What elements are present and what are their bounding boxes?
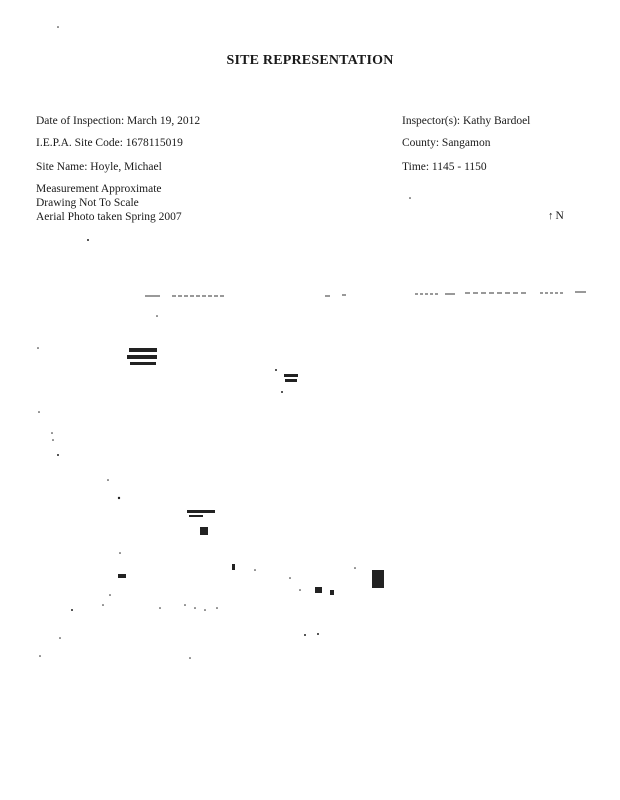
drawing-blob <box>330 590 334 595</box>
county: County: Sangamon <box>402 137 491 149</box>
site-code: I.E.P.A. Site Code: 1678115019 <box>36 137 183 149</box>
site-name: Site Name: Hoyle, Michael <box>36 161 162 173</box>
drawing-blob <box>118 574 126 578</box>
inspection-time: Time: 1145 - 1150 <box>402 161 487 173</box>
drawing-speck <box>51 432 53 434</box>
drawing-speck <box>409 197 411 199</box>
inspection-date: Date of Inspection: March 19, 2012 <box>36 115 201 127</box>
drawing-speck <box>38 411 40 413</box>
drawing-speck <box>354 567 356 569</box>
drawing-speck <box>216 607 218 609</box>
drawing-speck <box>304 634 306 636</box>
drawing-speck <box>204 609 206 611</box>
drawing-speck <box>87 239 89 241</box>
north-label: N <box>555 210 564 222</box>
drawing-blob <box>127 355 157 359</box>
drawing-blob <box>285 379 297 382</box>
drawing-speck <box>107 479 109 481</box>
drawing-speck <box>189 657 191 659</box>
drawing-blob <box>129 348 157 352</box>
drawing-speck <box>37 347 39 349</box>
drawing-blob <box>284 374 298 377</box>
drawing-speck <box>289 577 291 579</box>
drawing-speck <box>281 391 283 393</box>
note-aerial-photo: Aerial Photo taken Spring 2007 <box>36 211 182 223</box>
drawing-blob <box>187 510 215 513</box>
page-title: SITE REPRESENTATION <box>226 53 394 68</box>
drawing-blob <box>200 527 208 535</box>
drawing-speck <box>184 604 186 606</box>
drawing-blob <box>130 362 156 365</box>
inspectors: Inspector(s): Kathy Bardoel <box>402 115 531 127</box>
drawing-speck <box>57 454 59 456</box>
north-arrow-icon: ↑ <box>548 210 554 222</box>
drawing-speck <box>57 26 59 28</box>
drawing-speck <box>52 439 54 441</box>
drawing-speck <box>118 497 120 499</box>
drawing-speck <box>254 569 256 571</box>
drawing-speck <box>102 604 104 606</box>
drawing-speck <box>119 552 121 554</box>
drawing-speck <box>109 594 111 596</box>
drawing-blob <box>189 515 203 517</box>
note-scale: Drawing Not To Scale <box>36 197 139 209</box>
drawing-speck <box>156 315 158 317</box>
drawing-speck <box>159 607 161 609</box>
drawing-speck <box>71 609 73 611</box>
drawing-speck <box>317 633 319 635</box>
drawing-blob <box>232 564 235 570</box>
drawing-speck <box>39 655 41 657</box>
drawing-speck <box>194 607 196 609</box>
drawing-speck <box>299 589 301 591</box>
drawing-speck <box>59 637 61 639</box>
drawing-speck <box>275 369 277 371</box>
north-indicator <box>548 210 564 222</box>
drawing-blob <box>372 570 384 588</box>
drawing-blob <box>315 587 322 593</box>
note-measurement: Measurement Approximate <box>36 183 162 195</box>
